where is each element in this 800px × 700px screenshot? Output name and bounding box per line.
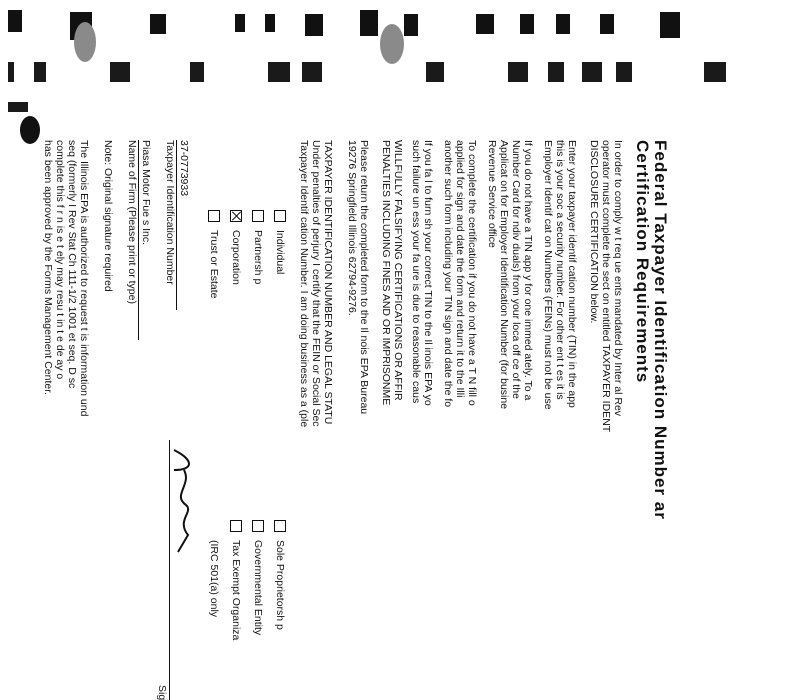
paragraph-tin: Enter your taxpayer identif cation number (TIN) in the app this is your soc a security number. For other ent t es it is Employer Identif cat on Numbers (FEINs) must not be use — [542, 140, 578, 410]
paragraph-return: Please return the completed form to the Il nois EPA Bureau 19276 Springfield Illinois 62794-9276. — [346, 140, 370, 415]
checkbox-box[interactable] — [208, 210, 220, 222]
firm-field[interactable] — [126, 140, 152, 340]
tin-field[interactable] — [164, 140, 190, 310]
firm-value: Piasa Motor Fue s Inc. — [138, 140, 152, 340]
tin-value: 37-0773933 — [176, 140, 190, 310]
signature-line[interactable] — [169, 440, 196, 700]
paragraph-intro: In order to comply w t req ue ents mandated by Inter al Rev operator must complete the sect on entitled TAXPAYER IDENT DISCLOSURE CERTIFICATION below. — [588, 140, 624, 433]
paragraph-failure: If you fa l to furn sh your correct TIN to the Il inois EPA yo such failure un ess your fa ure is due to reasonable caus — [410, 140, 434, 406]
checkbox-box[interactable] — [274, 520, 286, 532]
checkbox-trust[interactable]: Trust or Estate — [208, 210, 220, 298]
checkbox-corporation[interactable]: Corporation — [230, 210, 242, 285]
checkbox-box-checked[interactable] — [230, 210, 242, 222]
title: Federal Taxpayer Identification Number ar — [651, 140, 670, 520]
checkbox-individual[interactable]: Individual — [274, 210, 286, 274]
checkbox-box[interactable] — [252, 520, 264, 532]
paragraph-certify: TAXPAYER IDENTIFICATION NUMBER AND LEGAL STATU Under penalties of perjury I certify that the FEIN or Social Sec Taxpayer Identif cation Number. I am doing business as a (ple — [298, 140, 334, 428]
paragraph-complete: To complete the certification if you do not have a T N fill o applied for sign and date the form and return it to the Illi another such form including your TIN sign and date the fo — [442, 140, 478, 408]
handwritten-signature — [170, 440, 196, 560]
subtitle: Certification Requirements — [633, 140, 652, 384]
scan-edge-top — [0, 0, 800, 70]
document-page — [10, 140, 670, 700]
footer-text: The Illinois EPA is authorized to request t is information und seq (formerly I Rev Stat Ch 111-1/2 1001 et seq. D sc complete this f r n is e t ely may resu t in t e de ay o has been approved by the Forms Management Center. — [42, 140, 90, 417]
signature-label: Sig — [156, 685, 168, 700]
irc-note: (IRC 501(a) only — [207, 540, 220, 618]
paragraph-warning: WILLFULLY FALSIFYING CERTIFICATIONS OR AFFIR PENALTIES INCLUDING FINES AND OR IMPRISONME — [380, 140, 404, 406]
firm-label: Name of Firm (Please print or type) — [126, 140, 138, 304]
checkbox-box[interactable] — [230, 520, 242, 532]
checkbox-partnership[interactable]: Partnersh p — [252, 210, 264, 284]
checkbox-box[interactable] — [252, 210, 264, 222]
checkbox-governmental[interactable]: Governmental Entity — [252, 520, 264, 635]
paragraph-apply: If you do not have a TIN app y for one immed ately. To a Number Card for ndiv duals) from your loca off ce of the Applicat on for Employer Identification Number (for busine Revenue Service office — [486, 140, 534, 410]
checkbox-sole-proprietorship[interactable]: Sole Proprietorsh p — [274, 520, 286, 630]
note: Note: Original signature required — [102, 140, 114, 292]
checkbox-tax-exempt[interactable]: Tax Exempt Organiza — [230, 520, 242, 640]
tin-label: Taxpayer Identification Number — [164, 140, 176, 285]
checkbox-box[interactable] — [274, 210, 286, 222]
